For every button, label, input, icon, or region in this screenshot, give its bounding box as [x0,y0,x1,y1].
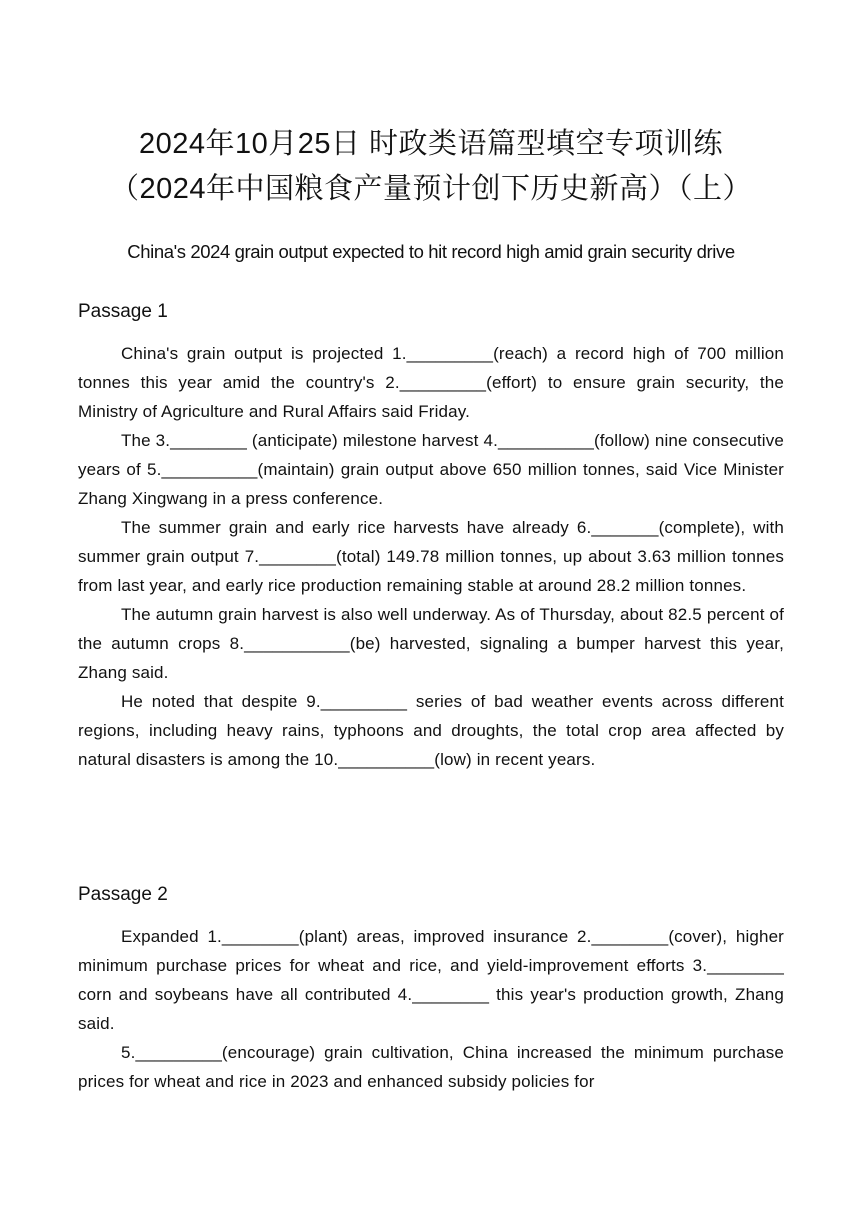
passage-2-paragraph-2: 5._________(encourage) grain cultivation, China increased the minimum purchase prices for wheat and rice in 2023 and enhanced subsidy policies for [78,1043,784,1091]
passage-2-paragraph-1: Expanded 1.________(plant) areas, improved insurance 2.________(cover), higher minimum purchase prices for wheat and rice, and yield-improvement efforts 3.________ corn and soybeans have all contributed 4.________ this year's production growth, Zhang said. [78,927,784,1033]
passage-2-body [78,922,784,1096]
passage-1-paragraph-4: The autumn grain harvest is also well underway. As of Thursday, about 82.5 percent of the autumn crops 8.___________(be) harvested, signaling a bumper harvest this year, Zhang said. [78,605,784,682]
document-subtitle: China's 2024 grain output expected to hit record high amid grain security drive [127,241,735,262]
document-title-line-2: （2024年中国粮食产量预计创下历史新高）（上） [109,173,752,205]
passage-1-paragraph-1: China's grain output is projected 1._________(reach) a record high of 700 million tonnes this year amid the country's 2._________(effort) to ensure grain security, the Ministry of Agriculture and Rural Affairs said Friday. [78,344,784,421]
passage-1-paragraph-5: He noted that despite 9._________ series of bad weather events across different regions, including heavy rains, typhoons and droughts, the total crop area affected by natural disasters is among the 10.__________(low) in recent years. [78,692,784,769]
passage-2-heading: Passage 2 [78,884,168,905]
document-title-line-1: 2024年10月25日 时政类语篇型填空专项训练 [138,128,724,160]
passage-1-paragraph-3: The summer grain and early rice harvests have already 6._______(complete), with summer grain output 7.________(total) 149.78 million tonnes, up about 3.63 million tonnes from last year, and early rice production remaining stable at around 28.2 million tonnes. [78,518,784,595]
passage-1-body [78,339,784,774]
passage-1-heading: Passage 1 [78,301,168,322]
passage-1-paragraph-2: The 3.________ (anticipate) milestone harvest 4.__________(follow) nine consecutive years of 5.__________(maintain) grain output above 650 million tonnes, said Vice Minister Zhang Xingwang in a press conference. [78,431,784,508]
